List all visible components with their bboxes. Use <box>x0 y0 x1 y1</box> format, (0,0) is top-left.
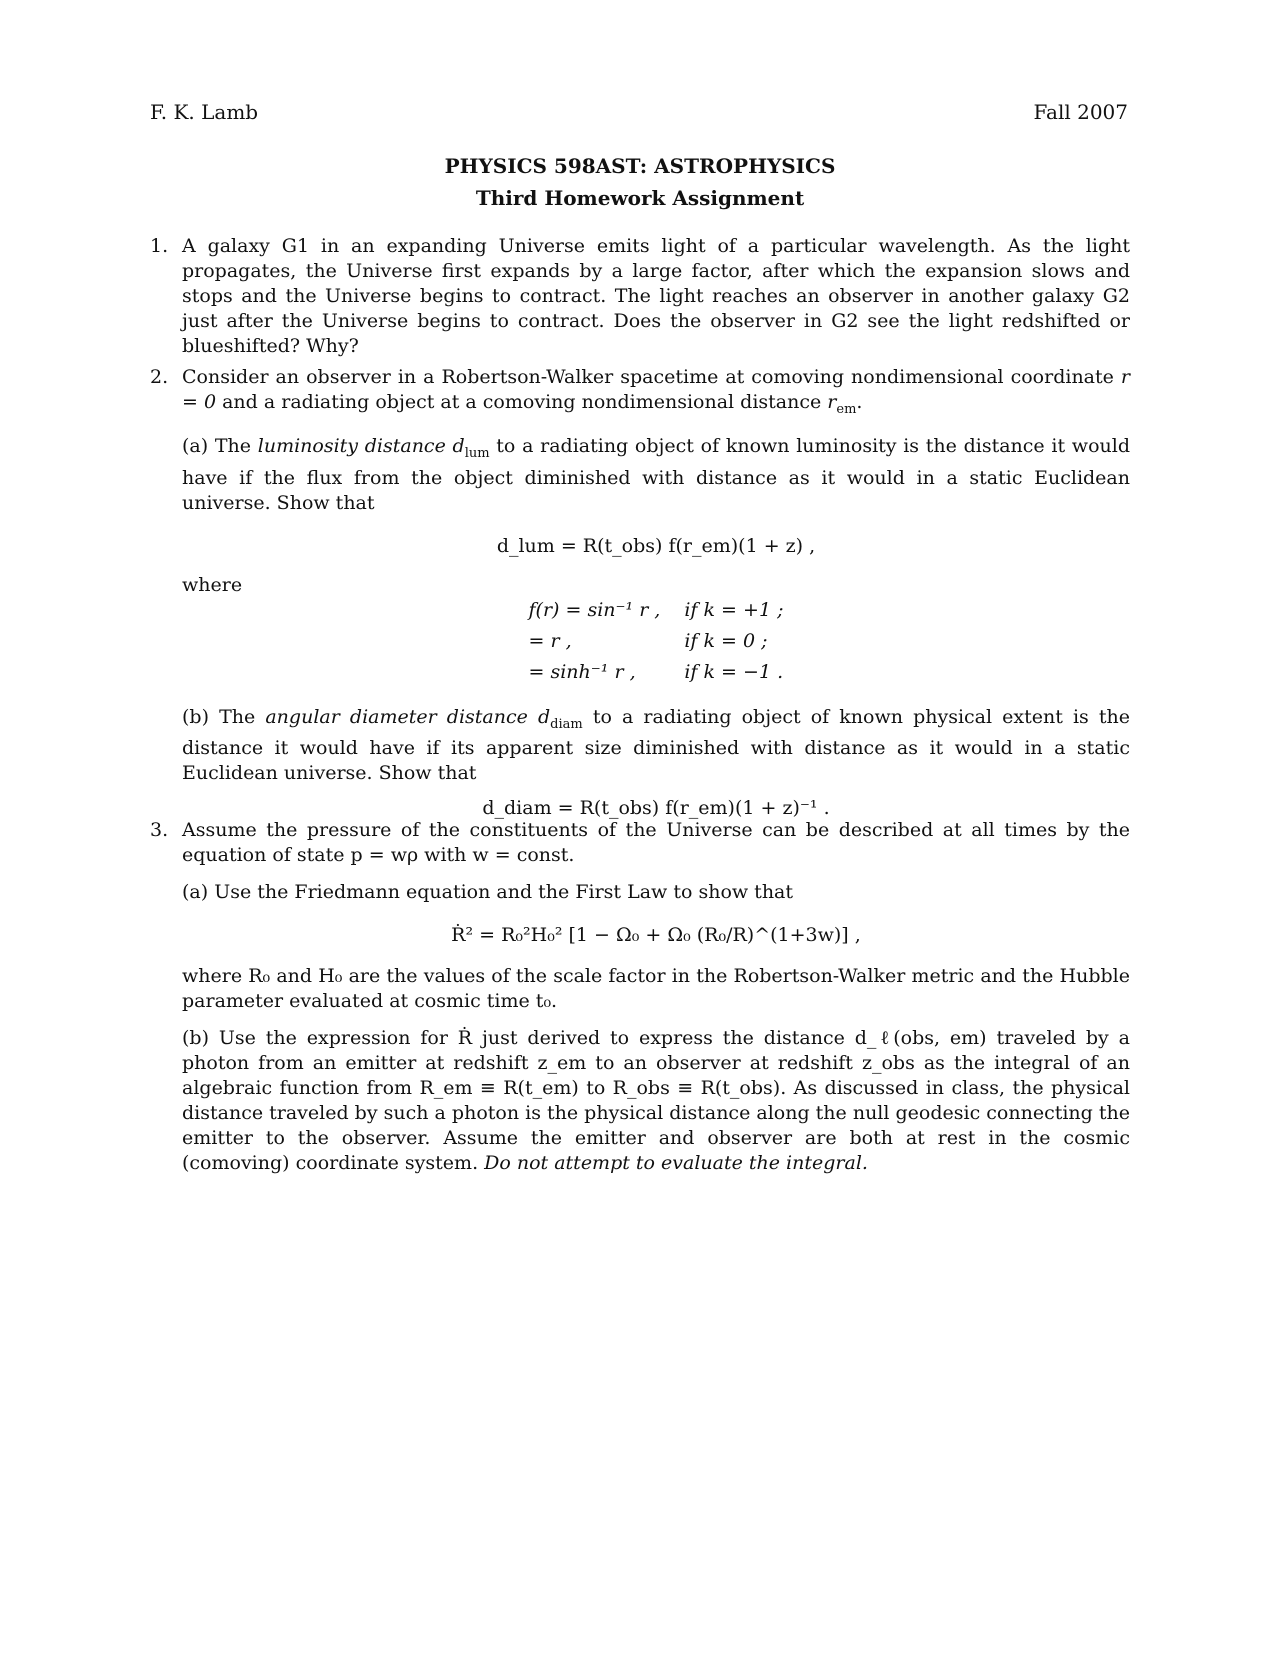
case-cond: if k = 0 ; <box>684 629 768 652</box>
document-title <box>0 150 1280 214</box>
part-a: (a) The luminosity distance $d_{lum}$ to a radiating object of known luminosity is the distance it would have if the flux from the object diminished with distance as it would in a static Euclidean universe. Show that <box>182 434 1130 514</box>
term: Fall 2007 <box>1033 100 1128 124</box>
where-text: where R₀ and H₀ are the values of the scale factor in the Robertson-Walker metric and the Hubble parameter evaluated at cosmic time t₀. <box>182 965 1130 1012</box>
part-a: (a) Use the Friedmann equation and the First Law to show that <box>182 881 794 903</box>
case-lhs: = sinh⁻¹ r , <box>528 660 636 683</box>
equation-cases <box>182 598 1130 685</box>
where-label: where <box>182 573 243 596</box>
problem-number: 3. <box>150 819 169 841</box>
term-angular-diameter-distance: angular diameter distance <box>265 705 528 728</box>
problem-2 <box>150 365 1130 835</box>
equation-angular-diameter: d_diam = R(t_obs) f(r_em)(1 + z)⁻¹ . <box>482 797 830 820</box>
part-b: (b) The angular diameter distance $d_{diam}$ to a radiating object of known physical extent is the distance it would have if its apparent size diminished with distance as it would in a static Euclidean universe. Show that <box>182 705 1131 785</box>
case-cond: if k = +1 ; <box>684 598 784 621</box>
case-cond: if k = −1 . <box>684 660 784 683</box>
author: F. K. Lamb <box>150 100 259 124</box>
problem-text: A galaxy G1 in an expanding Universe emits light of a particular wavelength. As the light propagates, the Universe first expands by a large factor, after which the expansion slows and stops and the Universe begins to contract. The light reaches an observer in another galaxy G2 just after the Universe begins to contract. Does the observer in G2 see the light redshifted or blueshifted? Why? <box>182 235 1130 357</box>
problem-number: 1. <box>150 235 169 257</box>
part-b: (b) Use the expression for Ṙ just derived to express the distance d_ℓ(obs, em) traveled by a photon from an emitter at redshift z_em to an observer at redshift z_obs as the integral of an algebraic function from R_em ≡ R(t_em) to R_obs ≡ R(t_obs). As discussed in class, the physical distance traveled by such a photon is the physical distance along the null geodesic connecting the emitter to the observer. Assume the emitter and observer are both at rest in the cosmic (comoving) coordinate system. Do not attempt to evaluate the integral. <box>182 1027 1130 1174</box>
equation-friedmann: Ṙ² = R₀²H₀² [1 − Ω₀ + Ω₀ (R₀/R)^(1+3w)] , <box>451 924 861 946</box>
equation-luminosity: d_lum = R(t_obs) f(r_em)(1 + z) , <box>496 534 816 557</box>
problem-1 <box>150 234 1130 359</box>
term-luminosity-distance: luminosity distance <box>257 434 446 457</box>
problem-3 <box>150 818 1130 1176</box>
case-lhs: = r , <box>528 629 572 652</box>
problem-intro: Assume the pressure of the constituents of the Universe can be described at all times by the equation of state p = wρ with w = const. <box>182 819 1130 866</box>
problem-intro: Consider an observer in a Robertson-Walker spacetime at comoving nondimensional coordinate r = 0 and a radiating object at a comoving nondimensional distance $r_{em}$. <box>182 366 1130 417</box>
emphasis-note: Do not attempt to evaluate the integral. <box>484 1152 868 1174</box>
course-title: PHYSICS 598AST: ASTROPHYSICS <box>444 154 836 178</box>
problem-number: 2. <box>150 366 169 388</box>
assignment-title: Third Homework Assignment <box>475 186 805 210</box>
case-lhs: f(r) = sin⁻¹ r , <box>528 598 661 621</box>
